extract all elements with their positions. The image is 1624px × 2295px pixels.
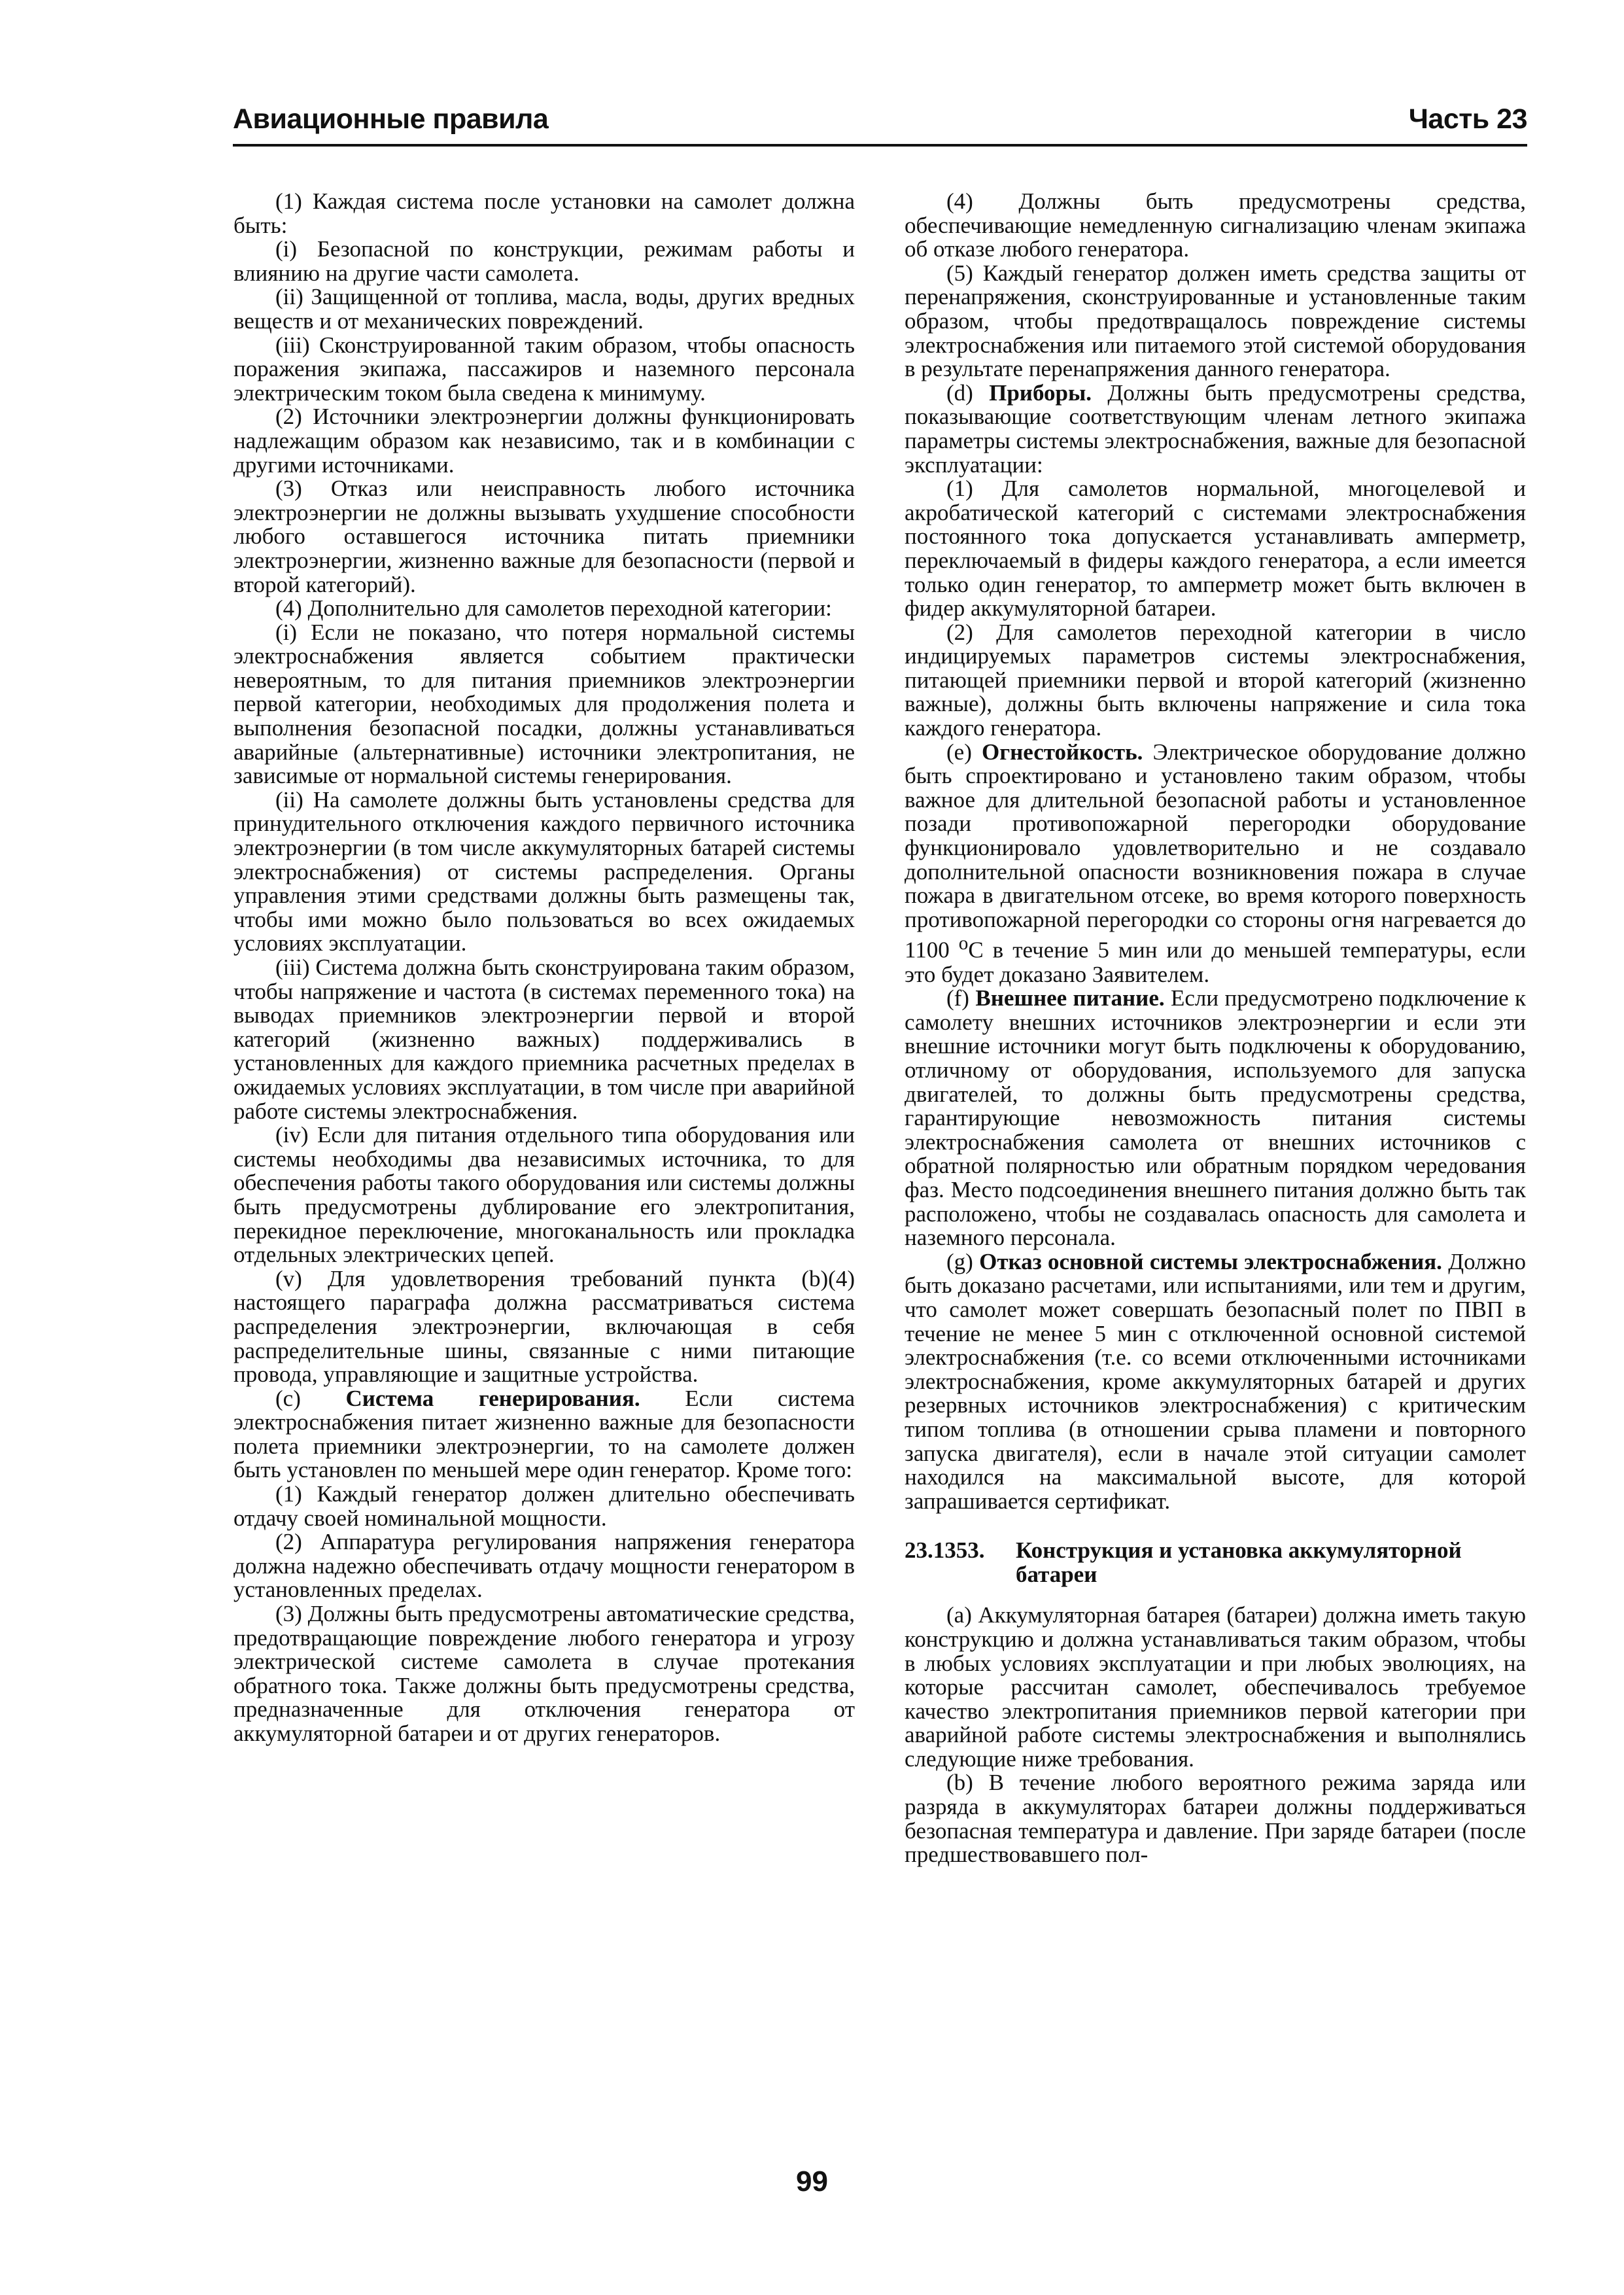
paragraph: (3) Отказ или неисправность любого источника электроэнергии не должны вызывать ухудшение способности любого оставшегося источника питать приемники электроэнергии, жизненно важные для безопасности (первой и второй категорий).	[233, 476, 855, 597]
running-header	[233, 98, 1527, 147]
paragraph-lead: (g)	[946, 1248, 980, 1274]
section-number: 23.1353.	[905, 1537, 985, 1564]
degree-superscript: о	[958, 933, 969, 955]
right-column	[905, 190, 1526, 1867]
subsection-title: Огнестойкость.	[982, 739, 1143, 765]
paragraph: (iii) Система должна быть сконструирована таким образом, чтобы напряжение и частота (в системах переменного тока) на выводах приемников электроэнергии первой и второй категорий (жизненно важных) поддерживались в установленных для каждого приемника расчетных пределах в ожидаемых условиях эксплуатации, в том числе при аварийной работе системы электроснабжения.	[233, 955, 855, 1124]
left-column	[233, 190, 855, 1746]
paragraph-generation-system	[233, 1387, 855, 1482]
paragraph-text: Должны быть предусмотрены средства, показывающие соответствующим членам летного экипажа параметры системы электроснабжения, важные для безопасной эксплуатации:	[905, 379, 1527, 478]
paragraph: (4) Должны быть предусмотрены средства, обеспечивающие немедленную сигнализацию членам экипажа об отказе любого генератора.	[905, 188, 1526, 262]
paragraph: (iii) Сконструированной таким образом, чтобы опасность поражения экипажа, пассажиров и наземного персонала электрическим током была сведена к минимуму.	[233, 332, 855, 406]
subsection-title: Отказ основной системы электроснабжения.	[979, 1248, 1442, 1274]
subsection-title: Внешнее питание.	[975, 985, 1165, 1011]
paragraph: (2) Для самолетов переходной категории в число индицируемых параметров системы электроснабжения, питающей приемники первой и второй категорий (жизненно важные), должны быть включены напряжение и сила тока каждого генератора.	[905, 619, 1526, 741]
paragraph: (v) Для удовлетворения требований пункта (b)(4) настоящего параграфа должна рассматриваться система распределения электроэнергии, включающая в себя распределительные шины, связанные с ними питающие провода, управляющие и защитные устройства.	[233, 1265, 855, 1388]
paragraph: (1) Каждый генератор должен длительно обеспечивать отдачу своей номинальной мощности.	[233, 1481, 855, 1531]
paragraph: (ii) Защищенной от топлива, масла, воды, других вредных веществ и от механических повреждений.	[233, 284, 855, 334]
header-part-label: Часть 23	[1408, 103, 1527, 135]
paragraph-text: Должно быть доказано расчетами, или испытаниями, или тем и другим, что самолет может совершать безопасный полет по ПВП в течение не менее 5 мин с отключенной основной системой электроснабжения (т.е. со всеми отключенными источниками электроснабжения, кроме аккумуляторных батарей и других резервных источников электроснабжения) с критическим типом топлива (в отношении срыва пламени и повторного запуска двигателя), если в начале этой ситуации самолет находился на максимальной высоте, для которой запрашивается сертификат.	[905, 1248, 1527, 1514]
section-heading	[905, 1538, 1526, 1586]
paragraph: (1) Для самолетов нормальной, многоцелевой и акробатической категорий с системами электроснабжения постоянного тока допускается устанавливать амперметр, переключаемый в фидеры каждого генератора, а если имеется только один генератор, то амперметр может быть включен в фидер аккумуляторной батареи.	[905, 476, 1526, 622]
paragraph-lead: (f)	[946, 985, 976, 1011]
paragraph-fire-resistance	[905, 741, 1526, 987]
paragraph-text: Если система электроснабжения питает жизненно важные для безопасности полета приемники электроэнергии, то на самолете должен быть установлен по меньшей мере один генератор. Кроме того:	[233, 1385, 855, 1483]
subsection-title: Система генерирования.	[345, 1385, 640, 1411]
paragraph-lead: (e)	[946, 739, 982, 765]
paragraph: (b) В течение любого вероятного режима заряда или разряда в аккумуляторах батареи должны поддерживаться безопасная температура и давление. При заряде батареи (после предшествовавшего пол-	[905, 1770, 1526, 1868]
page-number: 99	[796, 2165, 828, 2198]
paragraph-lead: (d)	[946, 379, 990, 406]
paragraph: (2) Аппаратура регулирования напряжения генератора должна надежно обеспечивать отдачу мощности генератором в установленных пределах.	[233, 1529, 855, 1603]
paragraph-lead: (c)	[275, 1385, 346, 1411]
paragraph: (i) Безопасной по конструкции, режимам работы и влиянию на другие части самолета.	[233, 236, 855, 286]
header-document-title: Авиационные правила	[233, 103, 549, 135]
paragraph-external-power	[905, 987, 1526, 1250]
paragraph-text: Если предусмотрено подключение к самолету внешних источников электроэнергии и если эти внешние источники могут быть подключены к оборудованию, отличному от оборудования, используемого для запуска двигателей, то должны быть предусмотрены средства, гарантирующие невозможность питания системы электроснабжения самолета от внешних источников с обратной полярностью или обратным порядком чередования фаз. Место подсоединения внешнего питания должно быть так расположено, чтобы не создавалась опасность для самолета и наземного персонала.	[905, 985, 1526, 1251]
paragraph-text: Электрическое оборудование должно быть спроектировано и установлено таким образом, чтобы важное для длительной безопасной работы и установленное позади противопожарной перегородки оборудование функционировало удовлетворительно и не создавало дополнительной опасности возникновения пожара в случае пожара в двигательном отсеке, во время которого поверхность противопожарной перегородки со стороны огня нагревается до 1100	[905, 739, 1526, 964]
paragraph: (2) Источники электроэнергии должны функционировать надлежащим образом как независимо, так и в комбинации с другими источниками.	[233, 404, 855, 478]
paragraph: (5) Каждый генератор должен иметь средства защиты от перенапряжения, сконструированные и установленные таким образом, чтобы предотвращалось повреждение системы электроснабжения или питаемого этой системой оборудования в результате перенапряжения данного генератора.	[905, 260, 1526, 382]
paragraph: (4) Дополнительно для самолетов переходной категории:	[275, 595, 832, 622]
paragraph: (1) Каждая система после установки на самолет должна быть:	[233, 188, 855, 238]
paragraph: (i) Если не показано, что потеря нормальной системы электроснабжения является событием практически невероятным, то для питания приемников электроэнергии первой категории, необходимых для продолжения полета и выполнения безопасной посадки, должны устанавливаться аварийные (альтернативные) источники электропитания, не зависимые от нормальной системы генерирования.	[233, 619, 855, 789]
paragraph: (iv) Если для питания отдельного типа оборудования или системы необходимы два независимых источника, то для обеспечения работы такого оборудования или системы должны быть предусмотрены дублирование его электропитания, перекидное переключение, многоканальность или прокладка отдельных электрических цепей.	[233, 1122, 855, 1268]
paragraph: (ii) На самолете должны быть установлены средства для принудительного отключения каждого первичного источника электроэнергии (в том числе аккумуляторных батарей системы электроснабжения) от системы распределения. Органы управления этими средствами должны быть размещены так, чтобы ими можно было пользоваться во всех ожидаемых условиях эксплуатации.	[233, 786, 855, 956]
paragraph-main-system-failure	[905, 1250, 1526, 1514]
subsection-title: Приборы.	[989, 379, 1092, 406]
section-title: Конструкция и установка аккумуляторной батареи	[1016, 1537, 1462, 1588]
paragraph: (a) Аккумуляторная батарея (батареи) должна иметь такую конструкцию и должна устанавливаться таким образом, чтобы в любых условиях эксплуатации и при любых эволюциях, на которые рассчитан самолет, обеспечивалось требуемое качество электропитания приемников первой категории при аварийной работе системы электроснабжения и выполнялись следующие ниже требования.	[905, 1602, 1526, 1772]
paragraph-instruments	[905, 381, 1526, 477]
paragraph-text: С в течение 5 мин или до меньшей температуры, если это будет доказано Заявителем.	[905, 937, 1527, 987]
paragraph: (3) Должны быть предусмотрены автоматические средства, предотвращающие повреждение любого генератора и угрозу электрической системе самолета в случае протекания обратного тока. Также должны быть предусмотрены средства, предназначенные для отключения генератора от аккумуляторной батареи и от других генераторов.	[233, 1601, 855, 1746]
